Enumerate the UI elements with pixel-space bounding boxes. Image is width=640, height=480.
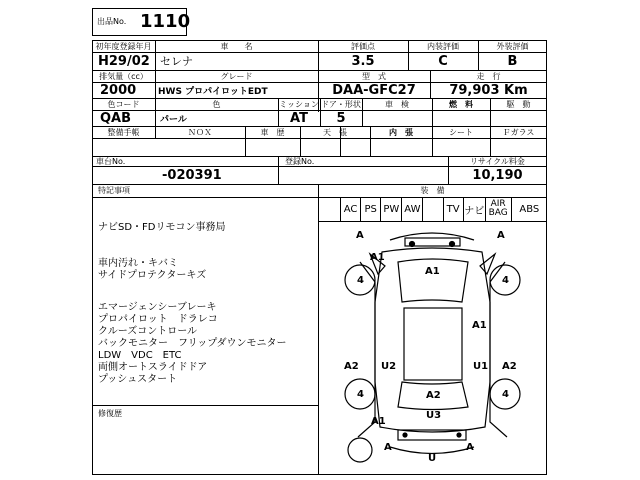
note-equipment: エマージェンシーブレーキ プロパイロット ドラレコ クルーズコントロール バックモニター フリップダウンモニター LDW VDC ETC 両側オートスライドドア プッシュスタート: [98, 302, 287, 385]
f-glass-label: Ｆガラス: [502, 127, 535, 137]
tire-front-left: 4: [357, 275, 364, 286]
exterior-grade-value: B: [507, 53, 518, 69]
damage-a1-roof: A1: [425, 266, 440, 277]
mileage-value: 79,903 Km: [449, 82, 528, 98]
color-value: パール: [160, 114, 187, 125]
note-condition: 車内汚れ・キバミ サイドプロテクターキズ: [98, 258, 207, 281]
damage-a1-left-front: A1: [370, 252, 385, 263]
nox-label: ＮＯＸ: [188, 127, 212, 137]
drive-label: 駆 動: [506, 99, 531, 109]
equip-blank: [422, 197, 442, 221]
ceiling-label: 天 張: [323, 127, 347, 137]
color-label: 色: [212, 99, 221, 109]
recycle-label: リサイクル料金: [470, 156, 525, 166]
equip-abs: ABS: [511, 197, 547, 221]
seat-label: シート: [449, 127, 473, 137]
lot-label: 出品No.: [97, 17, 127, 26]
reg-date-value: H29/02: [98, 53, 150, 69]
car-diagram: [330, 222, 535, 472]
mileage-label: 走 行: [476, 71, 501, 81]
model-label: 型 式: [362, 71, 386, 81]
mission-label: ミッション: [279, 99, 319, 109]
car-name-label: 車 名: [220, 41, 253, 51]
damage-a2-rear: A2: [426, 390, 441, 401]
damage-a-front-left: A: [356, 230, 364, 241]
chassis-value: -020391: [162, 167, 222, 183]
equip-aw: AW: [401, 197, 422, 221]
damage-u-bottom: U: [428, 453, 437, 464]
color-code-label: 色コード: [107, 99, 140, 109]
notes-label: 特記事項: [98, 186, 130, 195]
equip-ac: AC: [340, 197, 360, 221]
note-navi: ナビSD・FDリモコン事務局: [98, 222, 226, 233]
damage-u3: U3: [426, 410, 442, 421]
equip-navi: ナビ: [463, 197, 485, 221]
tire-rear-right: 4: [502, 389, 509, 400]
lot-number: 1110: [140, 11, 191, 32]
damage-a1-rear-left: A1: [371, 416, 386, 427]
inspection-label: 車 検: [385, 99, 409, 109]
damage-a-front-right: A: [497, 230, 505, 241]
score-label: 評価点: [351, 41, 375, 51]
history-label: 車 歴: [260, 127, 285, 137]
model-value: DAA-GFC27: [332, 82, 416, 98]
displacement-label: 排気量（cc）: [99, 71, 148, 81]
damage-a2-right: A2: [502, 361, 517, 372]
equip-airbag: AIR BAG: [485, 197, 511, 221]
manual-label: 整備手帳: [107, 127, 140, 137]
grade-value: HWS プロパイロットEDT: [158, 86, 268, 97]
damage-u1: U1: [473, 361, 489, 372]
inner-trim-label: 内 張: [389, 127, 413, 137]
equipment-label: 装 備: [420, 186, 445, 195]
fuel-label: 燃 料: [449, 99, 473, 109]
equip-pw: PW: [380, 197, 401, 221]
damage-a-rear-right: A: [466, 442, 474, 453]
score-value: 3.5: [351, 53, 375, 69]
recycle-value: 10,190: [472, 167, 523, 183]
doors-value: 5: [336, 110, 346, 126]
reg-no-label: 登録No.: [285, 156, 315, 166]
car-name-value: セレナ: [160, 55, 193, 68]
reg-date-label: 初年度登録年月: [95, 41, 152, 51]
displacement-value: 2000: [100, 82, 137, 98]
tire-rear-left: 4: [357, 389, 364, 400]
grade-label: グレード: [220, 71, 253, 81]
damage-u2: U2: [381, 361, 397, 372]
mission-value: AT: [290, 110, 308, 126]
damage-a2-left: A2: [344, 361, 359, 372]
equip-ps: PS: [360, 197, 380, 221]
color-code-value: QAB: [100, 110, 132, 126]
equip-tv: TV: [443, 197, 463, 221]
exterior-grade-label: 外装評価: [496, 41, 529, 51]
interior-grade-label: 内装評価: [427, 41, 459, 51]
chassis-label: 車台No.: [96, 156, 126, 166]
interior-grade-value: C: [438, 53, 448, 69]
repair-history-label: 修復歴: [98, 408, 122, 418]
doors-label: ドア・形状: [321, 99, 361, 109]
equipment-row: [340, 197, 547, 221]
damage-a-rear-left: A: [384, 442, 392, 453]
damage-a1-right: A1: [472, 320, 487, 331]
tire-front-right: 4: [502, 275, 509, 286]
